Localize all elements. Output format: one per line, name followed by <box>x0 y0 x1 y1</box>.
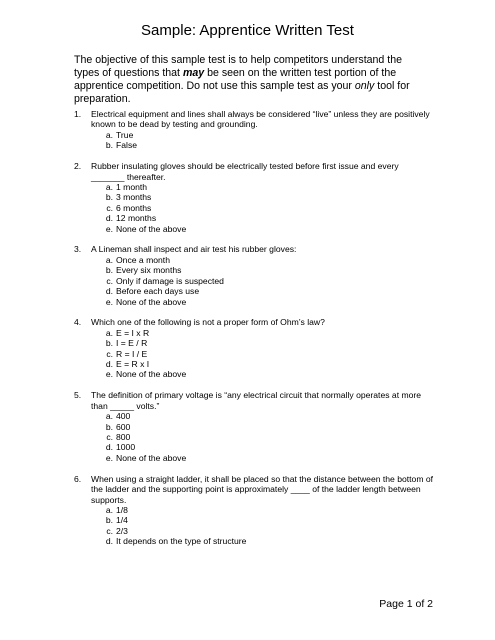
question-text: Which one of the following is not a proper form of Ohm’s law? <box>91 317 325 328</box>
answer-options <box>91 182 434 234</box>
answer-option <box>91 203 434 213</box>
answer-option <box>91 432 434 442</box>
question-number: 6. <box>74 473 82 484</box>
question-item <box>74 109 434 151</box>
option-text: E = R x I <box>116 359 150 370</box>
answer-option <box>91 411 434 421</box>
option-letter-text: d. <box>105 286 113 297</box>
option-letter-text: b. <box>105 192 113 203</box>
option-text: Every six months <box>116 265 182 276</box>
option-letter-text: a. <box>105 181 113 192</box>
question-number: 1. <box>74 109 82 119</box>
answer-option <box>91 224 434 234</box>
option-letter-text: e. <box>105 452 113 463</box>
answer-option <box>91 349 434 359</box>
question-text: The definition of primary voltage is “any electrical circuit that normally operates at more than _____ volts.” <box>91 390 422 411</box>
question-text: When using a straight ladder, it shall be placed so that the distance between the bottom of the ladder and the supporting point is approximately ____ of the ladder length between supports. <box>91 473 434 505</box>
answer-options <box>91 130 434 151</box>
question-number: 4. <box>74 317 82 328</box>
answer-options <box>91 505 434 547</box>
option-letter-text: c. <box>106 275 113 286</box>
answer-option <box>91 453 434 463</box>
intro-text-2: be seen on the written test portion of the apprentice competition. Do not use this sample test as your <box>74 67 397 92</box>
answer-option <box>91 328 434 338</box>
question-text: A Lineman shall inspect and air test his rubber gloves: <box>91 244 297 255</box>
option-text: Once a month <box>116 254 170 265</box>
option-letter-text: b. <box>105 515 113 526</box>
question-item <box>74 244 434 306</box>
option-letter-text: a. <box>105 129 113 140</box>
option-text: Only if damage is suspected <box>116 275 224 286</box>
answer-option <box>91 338 434 348</box>
option-letter-text: b. <box>105 421 113 432</box>
answer-option <box>91 297 434 307</box>
answer-option <box>91 422 434 432</box>
option-text: E = I x R <box>116 327 150 338</box>
option-letter-text: e. <box>105 223 113 234</box>
answer-option <box>91 505 434 515</box>
page-number: Page 1 of 2 <box>379 598 433 610</box>
option-text: 1 month <box>116 181 148 192</box>
option-text: I = E / R <box>116 338 148 349</box>
question-item <box>74 474 434 547</box>
intro-text-1: The objective of this sample test is to help competitors understand the types of questions that <box>74 54 402 79</box>
option-letter-text: e. <box>105 296 113 307</box>
option-text: 1/8 <box>116 504 128 515</box>
intro-paragraph <box>74 54 430 106</box>
question-list <box>74 109 434 557</box>
question-text: Rubber insulating gloves should be electrically tested before first issue and every _______ thereafter. <box>91 161 399 182</box>
option-letter-text: a. <box>105 504 113 515</box>
option-text: True <box>116 129 134 140</box>
option-text: R = I / E <box>116 348 148 359</box>
answer-option <box>91 359 434 369</box>
page-title: Sample: Apprentice Written Test <box>141 22 354 39</box>
answer-option <box>91 442 434 452</box>
option-text: 3 months <box>116 192 152 203</box>
option-text: Before each days use <box>116 286 200 297</box>
answer-option <box>91 536 434 546</box>
question-item <box>74 161 434 234</box>
option-text: None of the above <box>116 369 187 380</box>
option-letter-text: d. <box>105 359 113 370</box>
answer-option <box>91 255 434 265</box>
question-item <box>74 317 434 379</box>
question-text: Electrical equipment and lines shall always be considered “live” unless they are positively known to be dead by testing and grounding. <box>91 109 430 130</box>
answer-option <box>91 515 434 525</box>
option-letter-text: b. <box>105 265 113 276</box>
option-text: 1000 <box>116 442 136 453</box>
answer-option <box>91 192 434 202</box>
option-text: 800 <box>116 431 131 442</box>
option-text: 600 <box>116 421 131 432</box>
option-text: 1/4 <box>116 515 128 526</box>
option-text: None of the above <box>116 296 187 307</box>
option-text: None of the above <box>116 223 187 234</box>
option-text: 400 <box>116 411 131 422</box>
answer-options <box>91 255 434 307</box>
option-letter-text: b. <box>105 338 113 349</box>
question-number: 5. <box>74 390 82 401</box>
option-letter-text: e. <box>105 369 113 380</box>
intro-emphasis-only: only <box>354 80 375 92</box>
option-letter-text: c. <box>106 348 113 359</box>
option-letter-text: d. <box>105 442 113 453</box>
answer-option <box>91 286 434 296</box>
answer-option <box>91 182 434 192</box>
option-letter-text: d. <box>105 213 113 224</box>
option-letter-text: c. <box>106 202 113 213</box>
answer-option <box>91 526 434 536</box>
intro-emphasis-may: may <box>182 67 205 79</box>
option-letter-text: d. <box>105 536 113 547</box>
option-letter-text: a. <box>105 327 113 338</box>
option-letter-text: b. <box>105 140 113 151</box>
intro-text-3: tool for preparation. <box>74 80 410 105</box>
option-letter-text: a. <box>105 411 113 422</box>
answer-option <box>91 369 434 379</box>
answer-options <box>91 411 434 463</box>
answer-option <box>91 276 434 286</box>
option-letter-text: c. <box>106 431 113 442</box>
answer-option <box>91 130 434 140</box>
option-text: It depends on the type of structure <box>116 536 247 547</box>
answer-options <box>91 328 434 380</box>
option-letter-text: c. <box>106 525 113 536</box>
answer-option <box>91 140 434 150</box>
option-text: 6 months <box>116 202 152 213</box>
question-number: 2. <box>74 161 82 172</box>
option-text: 2/3 <box>116 525 128 536</box>
option-text: False <box>116 140 138 151</box>
question-number: 3. <box>74 244 82 255</box>
answer-option <box>91 213 434 223</box>
option-text: 12 months <box>116 213 157 224</box>
answer-option <box>91 265 434 275</box>
option-text: None of the above <box>116 452 187 463</box>
question-item <box>74 390 434 463</box>
option-letter-text: a. <box>105 254 113 265</box>
